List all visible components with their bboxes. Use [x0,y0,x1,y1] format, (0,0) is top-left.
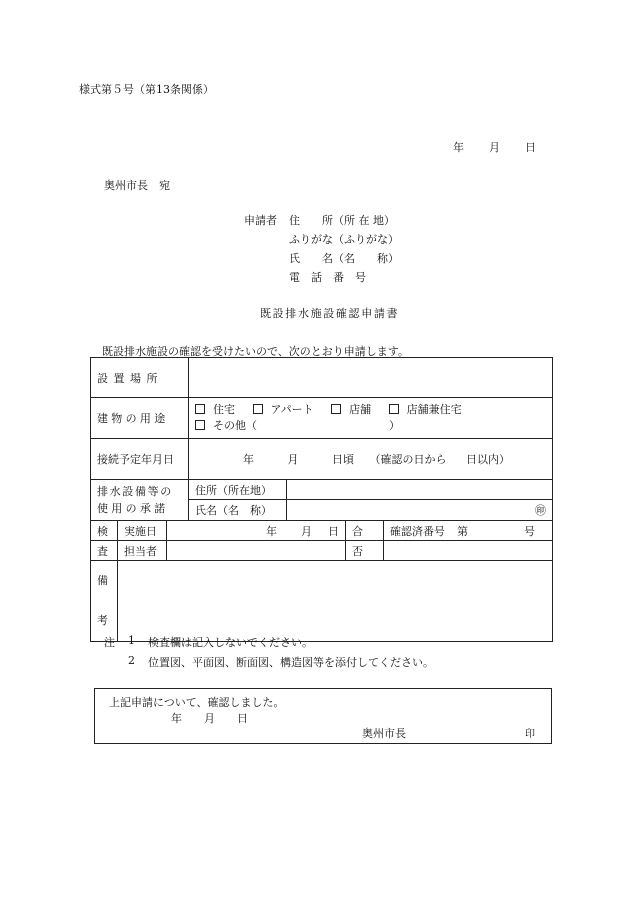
row-inspection-charge [91,541,553,561]
confirm-number-blank [384,541,553,561]
applicant-address: 住 所（所 在 地） [289,214,395,227]
usage-option-shop-house[interactable]: 店舗兼住宅 [389,402,462,418]
remarks-label: 備 考 [91,561,118,642]
application-table [90,357,553,642]
usage-option-house[interactable]: 住宅 [195,402,235,418]
row-location [91,358,553,398]
row-inspection-date [91,521,553,541]
location-value[interactable] [189,358,553,398]
connection-label: 接続予定年月日 [91,439,189,480]
notes-label: 注 [104,636,115,649]
consent-address-value[interactable] [287,480,553,500]
row-remarks [91,561,553,642]
note-1-text: 検査欄は記入しないでください。 [148,636,313,649]
note-1-number: 1 [128,634,135,647]
usage-option-apartment[interactable]: アパート [253,402,314,418]
date-month: 月 [489,141,500,154]
consent-label: 排水設備等の 使用の承諾 [91,480,189,521]
charge-value[interactable] [167,541,346,561]
usage-option-other[interactable]: その他（ ） [195,419,400,432]
confirmation-mayor: 奥州市長 [362,727,406,740]
pass-label-2: 否 [346,541,384,561]
addressee: 奥州市長 宛 [104,179,170,192]
applicant-name: 氏 名（名 称） [289,252,399,265]
consent-address-label: 住所（所在地） [189,480,287,500]
applicant-phone: 電 話 番 号 [289,271,366,284]
usage-label: 建物の用途 [91,398,189,439]
checkbox-icon [331,404,341,414]
checkbox-icon [195,404,205,414]
seal-icon: ㊞ [535,504,547,517]
charge-label: 担当者 [118,541,167,561]
applicant-furigana: ふりがな（ふりがな） [289,233,399,246]
location-label: 設置場所 [91,358,189,398]
row-consent-address [91,480,553,500]
intro-text: 既設排水施設の確認を受けたいので、次のとおり申請します。 [102,345,409,358]
row-connection [91,439,553,480]
row-usage [91,398,553,439]
consent-name-value[interactable] [287,500,553,521]
applicant-label: 申請者 [244,214,277,227]
checkbox-icon [389,404,399,414]
checkbox-icon [253,404,263,414]
confirmation-seal: 印 [525,729,535,740]
note-2-text: 位置図、平面図、断面図、構造図等を添付してください。 [148,656,434,669]
usage-option-shop[interactable]: 店舗 [331,402,371,418]
confirmation-box [94,688,552,744]
connection-value[interactable]: 年 月 日頃 （確認の日から 日以内） [189,439,553,480]
date-day: 日 [525,141,536,154]
inspection-label-2: 査 [91,541,118,561]
date-year: 年 [453,141,464,154]
usage-options [189,398,553,439]
document-title: 既設排水施設確認申請書 [260,307,400,320]
confirmation-day: 日 [237,712,248,725]
exec-date-label: 実施日 [118,521,167,541]
confirmation-month: 月 [204,712,215,725]
checkbox-icon [195,420,205,430]
form-number: 様式第５号（第13条関係） [79,83,214,96]
pass-label-1: 合 [346,521,384,541]
inspection-label-1: 検 [91,521,118,541]
consent-name-label: 氏名（名 称） [189,500,287,521]
note-2-number: 2 [128,654,135,667]
remarks-value[interactable] [118,561,553,642]
confirmation-text: 上記申請について、確認しました。 [109,696,285,709]
confirmation-year: 年 [171,712,182,725]
exec-date-value[interactable]: 年 月 日 [167,521,346,541]
confirm-number[interactable]: 確認済番号 第 号 [384,521,553,541]
